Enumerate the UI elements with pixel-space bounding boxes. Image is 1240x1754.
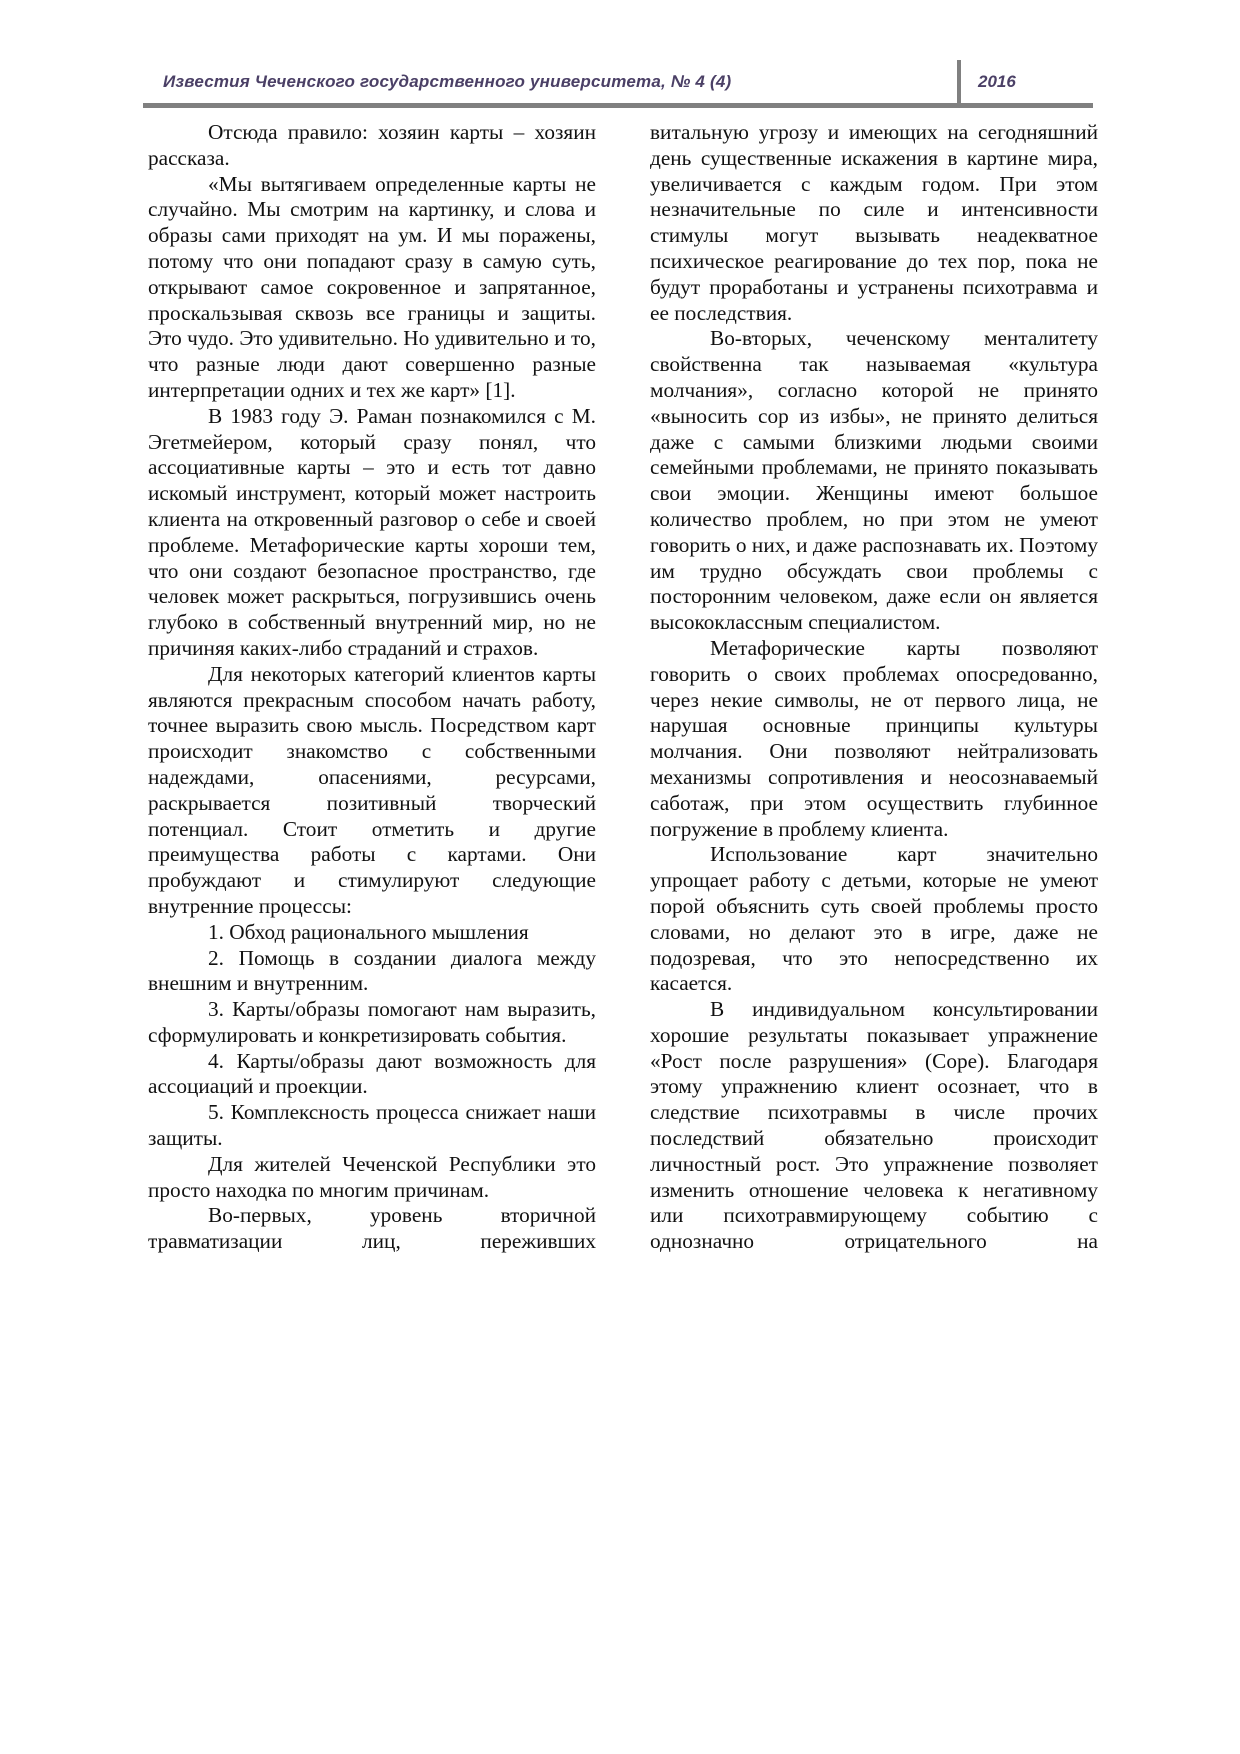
- paragraph: Отсюда правило: хозяин карты – хозяин рассказа.: [148, 120, 596, 170]
- header-vertical-divider: [957, 60, 961, 107]
- header-horizontal-rule: [143, 103, 1093, 108]
- list-item: 1. Обход рационального мышления: [208, 919, 529, 944]
- list-item: 5. Комплексность процесса снижает наши защиты.: [148, 1100, 596, 1151]
- paragraph: Метафорические карты позволяют говорить о своих проблемах опосредованно, через некие символы, не от первого лица, не нарушая основные принципы культуры молчания. Они позволяют нейтрализовать механизмы сопротивления и неосознаваемый саботаж, при этом осуществить глубинное погружение в проблему клиента.: [650, 635, 1098, 841]
- paragraph: Использование карт значительно упрощает работу с детьми, которые не умеют порой объяснить суть своей проблемы просто словами, но делают это в игре, даже не подозревая, что это непосредственно их касается.: [650, 842, 1098, 996]
- paragraph-continued: витальную угрозу и имеющих на сегодняшний день существенные искажения в картине мира, увеличивается с каждым годом. При этом незначительные по силе и интенсивности стимулы могут вызывать неадекватное психическое реагирование до тех пор, пока не будут проработаны и устранены психотравма и ее последствия.: [650, 120, 1098, 325]
- paragraph: Для некоторых категорий клиентов карты являются прекрасным способом начать работу, точнее выразить свою мысль. Посредством карт происходит знакомство с собственными надеждами, опасениями, ресурсами, раскрывается позитивный творческий потенциал. Стоит отметить и другие преимущества работы с картами. Они пробуждают и стимулируют следующие внутренние процессы:: [148, 661, 596, 918]
- list-item: 4. Карты/образы дают возможность для ассоциаций и проекции.: [148, 1048, 596, 1099]
- paragraph-quote: «Мы вытягиваем определенные карты не случайно. Мы смотрим на картинку, и слова и образы сами приходят на ум. И мы поражены, потому что они попадают сразу в самую суть, открывают самое сокровенное и запрятанное, проскальзывая сквозь все границы и защиты. Это чудо. Это удивительно. Но удивительно и то, что разные люди дают совершенно разные интерпретации одних и тех же карт» [1].: [148, 171, 596, 402]
- list-item: 2. Помощь в создании диалога между внешним и внутренним.: [148, 945, 596, 996]
- issue-year: 2016: [978, 72, 1016, 91]
- paragraph: В индивидуальном консультировании хорошие результаты показывает упражнение «Рост после разрушения» (Cope). Благодаря этому упражнению клиент осознает, что в следствие психотравмы в числе прочих последствий обязательно происходит личностный рост. Это упражнение позволяет изменить отношение человека к негативному или психотравмирующему событию с однозначно отрицательного на: [650, 997, 1098, 1254]
- paragraph: Для жителей Чеченской Республики это просто находка по многим причинам.: [148, 1151, 596, 1202]
- list-item: 3. Карты/образы помогают нам выразить, сформулировать и конкретизировать события.: [148, 997, 596, 1047]
- left-text-column: [148, 120, 596, 1255]
- paragraph: Во-первых, уровень вторичной травматизации лиц, переживших: [148, 1203, 596, 1254]
- journal-title: Известия Чеченского государственного университета, № 4 (4): [163, 72, 732, 91]
- running-header: [143, 60, 1093, 108]
- paragraph: Во-вторых, чеченскому менталитету свойственна так называемая «культура молчания», согласно которой не принято «выносить сор из избы», не принято делиться даже с самыми близкими людьми своими семейными проблемами, не принято показывать свои эмоции. Женщины имеют большое количество проблем, но при этом не умеют говорить о них, и даже распознавать их. Поэтому им трудно обсуждать свои проблемы с посторонним человеком, даже если он является высококлассным специалистом.: [650, 326, 1098, 635]
- right-text-column: [650, 120, 1098, 1255]
- paragraph: В 1983 году Э. Раман познакомился с М. Эгетмейером, который сразу понял, что ассоциативные карты – это и есть тот давно искомый инструмент, который может настроить клиента на откровенный разговор о себе и своей проблеме. Метафорические карты хороши тем, что они создают безопасное пространство, где человек может раскрыться, погрузившись очень глубоко в собственный внутренний мир, но не причиняя каких-либо страданий и страхов.: [148, 403, 596, 660]
